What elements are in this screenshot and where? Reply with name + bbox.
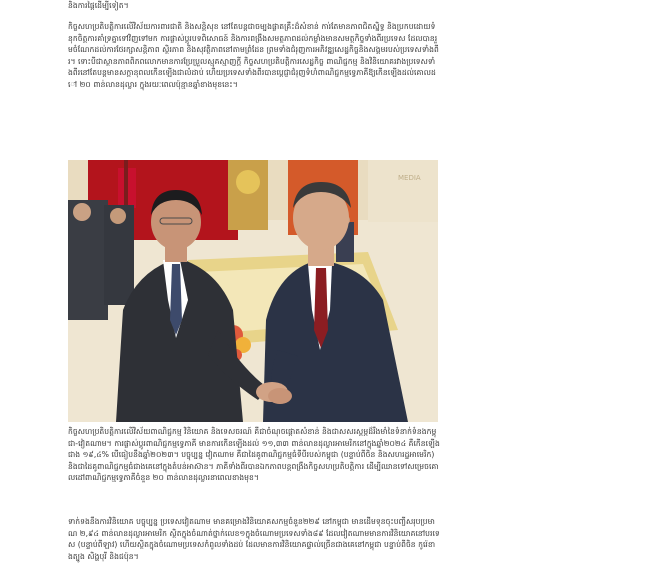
article-fragment: និងការផ្ដៃដើម្បីទៀត។	[68, 1, 129, 10]
photo-leaders-handshake	[68, 160, 438, 422]
photo-caption-paragraph: កិច្ចសហប្រតិបត្តិការលើវិស័យពាណិជ្ជកម្ម វិនិយោគ និងទេសចរណ៍ គឺជាចំណុចផ្ដោតសំខាន់ និងជាសសរស្ដម្ភដ៏រឹងមាំនៃទំនាក់ទំនងកម្ពុជា-វៀតណាម។ ការផ្លាស់ប្ដូរពាណិជ្ជកម្មទ្វេភាគី មានការកើនឡើងដល់ ១១,៣៣ ពាន់លានដុល្លារអាមេរិកនៅក្នុងឆ្នាំ២០២៤ គឺកើនឡើងជាង ១៩,៤% បើធៀបនឹងឆ្នាំ២០២៣។ បច្ចុប្បន្ន វៀតណាម គឺជាដៃគូពាណិជ្ជកម្មធំទីបីរបស់កម្ពុជា (បន្ទាប់ពីចិន និងសហរដ្ឋអាមេរិក) និងជាដៃគូពាណិជ្ជកម្មធំជាងគេនៅក្នុងតំបន់អាស៊ាន។ ភាគីទាំងពីរបានឯកភាពបន្តពង្រឹងកិច្ចសហប្រតិបត្តិការ ដើម្បីឈានទៅសម្រេចគោលដៅពាណិជ្ជកម្មទ្វេភាគីចំនួន ២០ ពាន់លានដុល្លារនាពេលខាងមុខ។	[68, 427, 440, 483]
article-paragraph-1: កិច្ចសហប្រតិបត្តិការលើវិស័យការពារជាតិ និងសន្តិសុខ នៅតែបន្តជាចម្បងផ្លាតគ្រឹះដ៏សំខាន់ ការ់តែមានភាពជិតស្និទ្ធ និងប្រកបដោយទំនុកចិត្តការគាំទ្រគ្នាទៅវិញទៅមក ការផ្លាស់ប្ដូរបទពិសោធន៍ និងការពង្រឹងសមត្ថភាពដល់កម្លាំងមានសមត្ថកិច្ចទាំងពីរប្រទេស ដែលបានរួមចំណែកដល់ការថែរក្សាសន្តិភាព ស្ថិរភាព និងសុវត្ថិភាពនៅតាមព្រំដែន ព្រមទាំងជំរុញការអភិវឌ្ឍសេដ្ឋកិច្ចនិងសង្គមរបស់ប្រទេសទាំងពីរ។ ទោះបីជាស្ថានភាពពិភពលោកមានការប្រែប្រួលស្មុគស្មាញក្ដី កិច្ចសហប្រតិបត្តិការសេដ្ឋកិច្ច ពាណិជ្ជកម្ម និងវិនិយោគរវាងប្រទេសទាំងពីរនៅតែបន្តមានសក្ដានុពលកើនឡើងជាលំដាប់ ហើយប្រទេសទាំងពីរបានប្ដេជ្ញាជំរុញទំហំពាណិជ្ជកម្មទ្វេភាគីឱ្យកើនឡើងដល់គោលដៅ ២០ ពាន់លានដុល្លារ ក្នុងរយៈពេលប៉ុន្មានឆ្នាំខាងមុខនេះ។	[68, 22, 439, 89]
article-photo	[68, 160, 438, 422]
watermark-text: MEDIA	[398, 174, 421, 182]
article-paragraph-3: ទាក់ទងនឹងការវិនិយោគ បច្ចុប្បន្ន ប្រទេសវៀតណាម មានគម្រោងវិនិយោគសកម្មចំនួន២២៩ នៅកម្ពុជា មានដើមទុនចុះបញ្ជីសរុបប្រមាណ ២,៩៤ ពាន់លានដុល្លារអាមេរិក ស្ថិតក្នុងចំណាត់ថ្នាក់លេខ១ក្នុងចំណោមប្រទេសទាំង៨៩ ដែលវៀតណាមមានការវិនិយោគនៅបរទេស (បន្ទាប់ពីឡាវ) ហើយស្ថិតក្នុងចំណោមប្រទេសកំពូលទាំងដប់ ដែលមានការវិនិយោគផ្ទាល់ច្រើនជាងគេនៅកម្ពុជា បន្ទាប់ពីចិន កូរ៉េខាងត្បូង សិង្ហបុរី និងជប៉ុន។	[68, 517, 440, 561]
